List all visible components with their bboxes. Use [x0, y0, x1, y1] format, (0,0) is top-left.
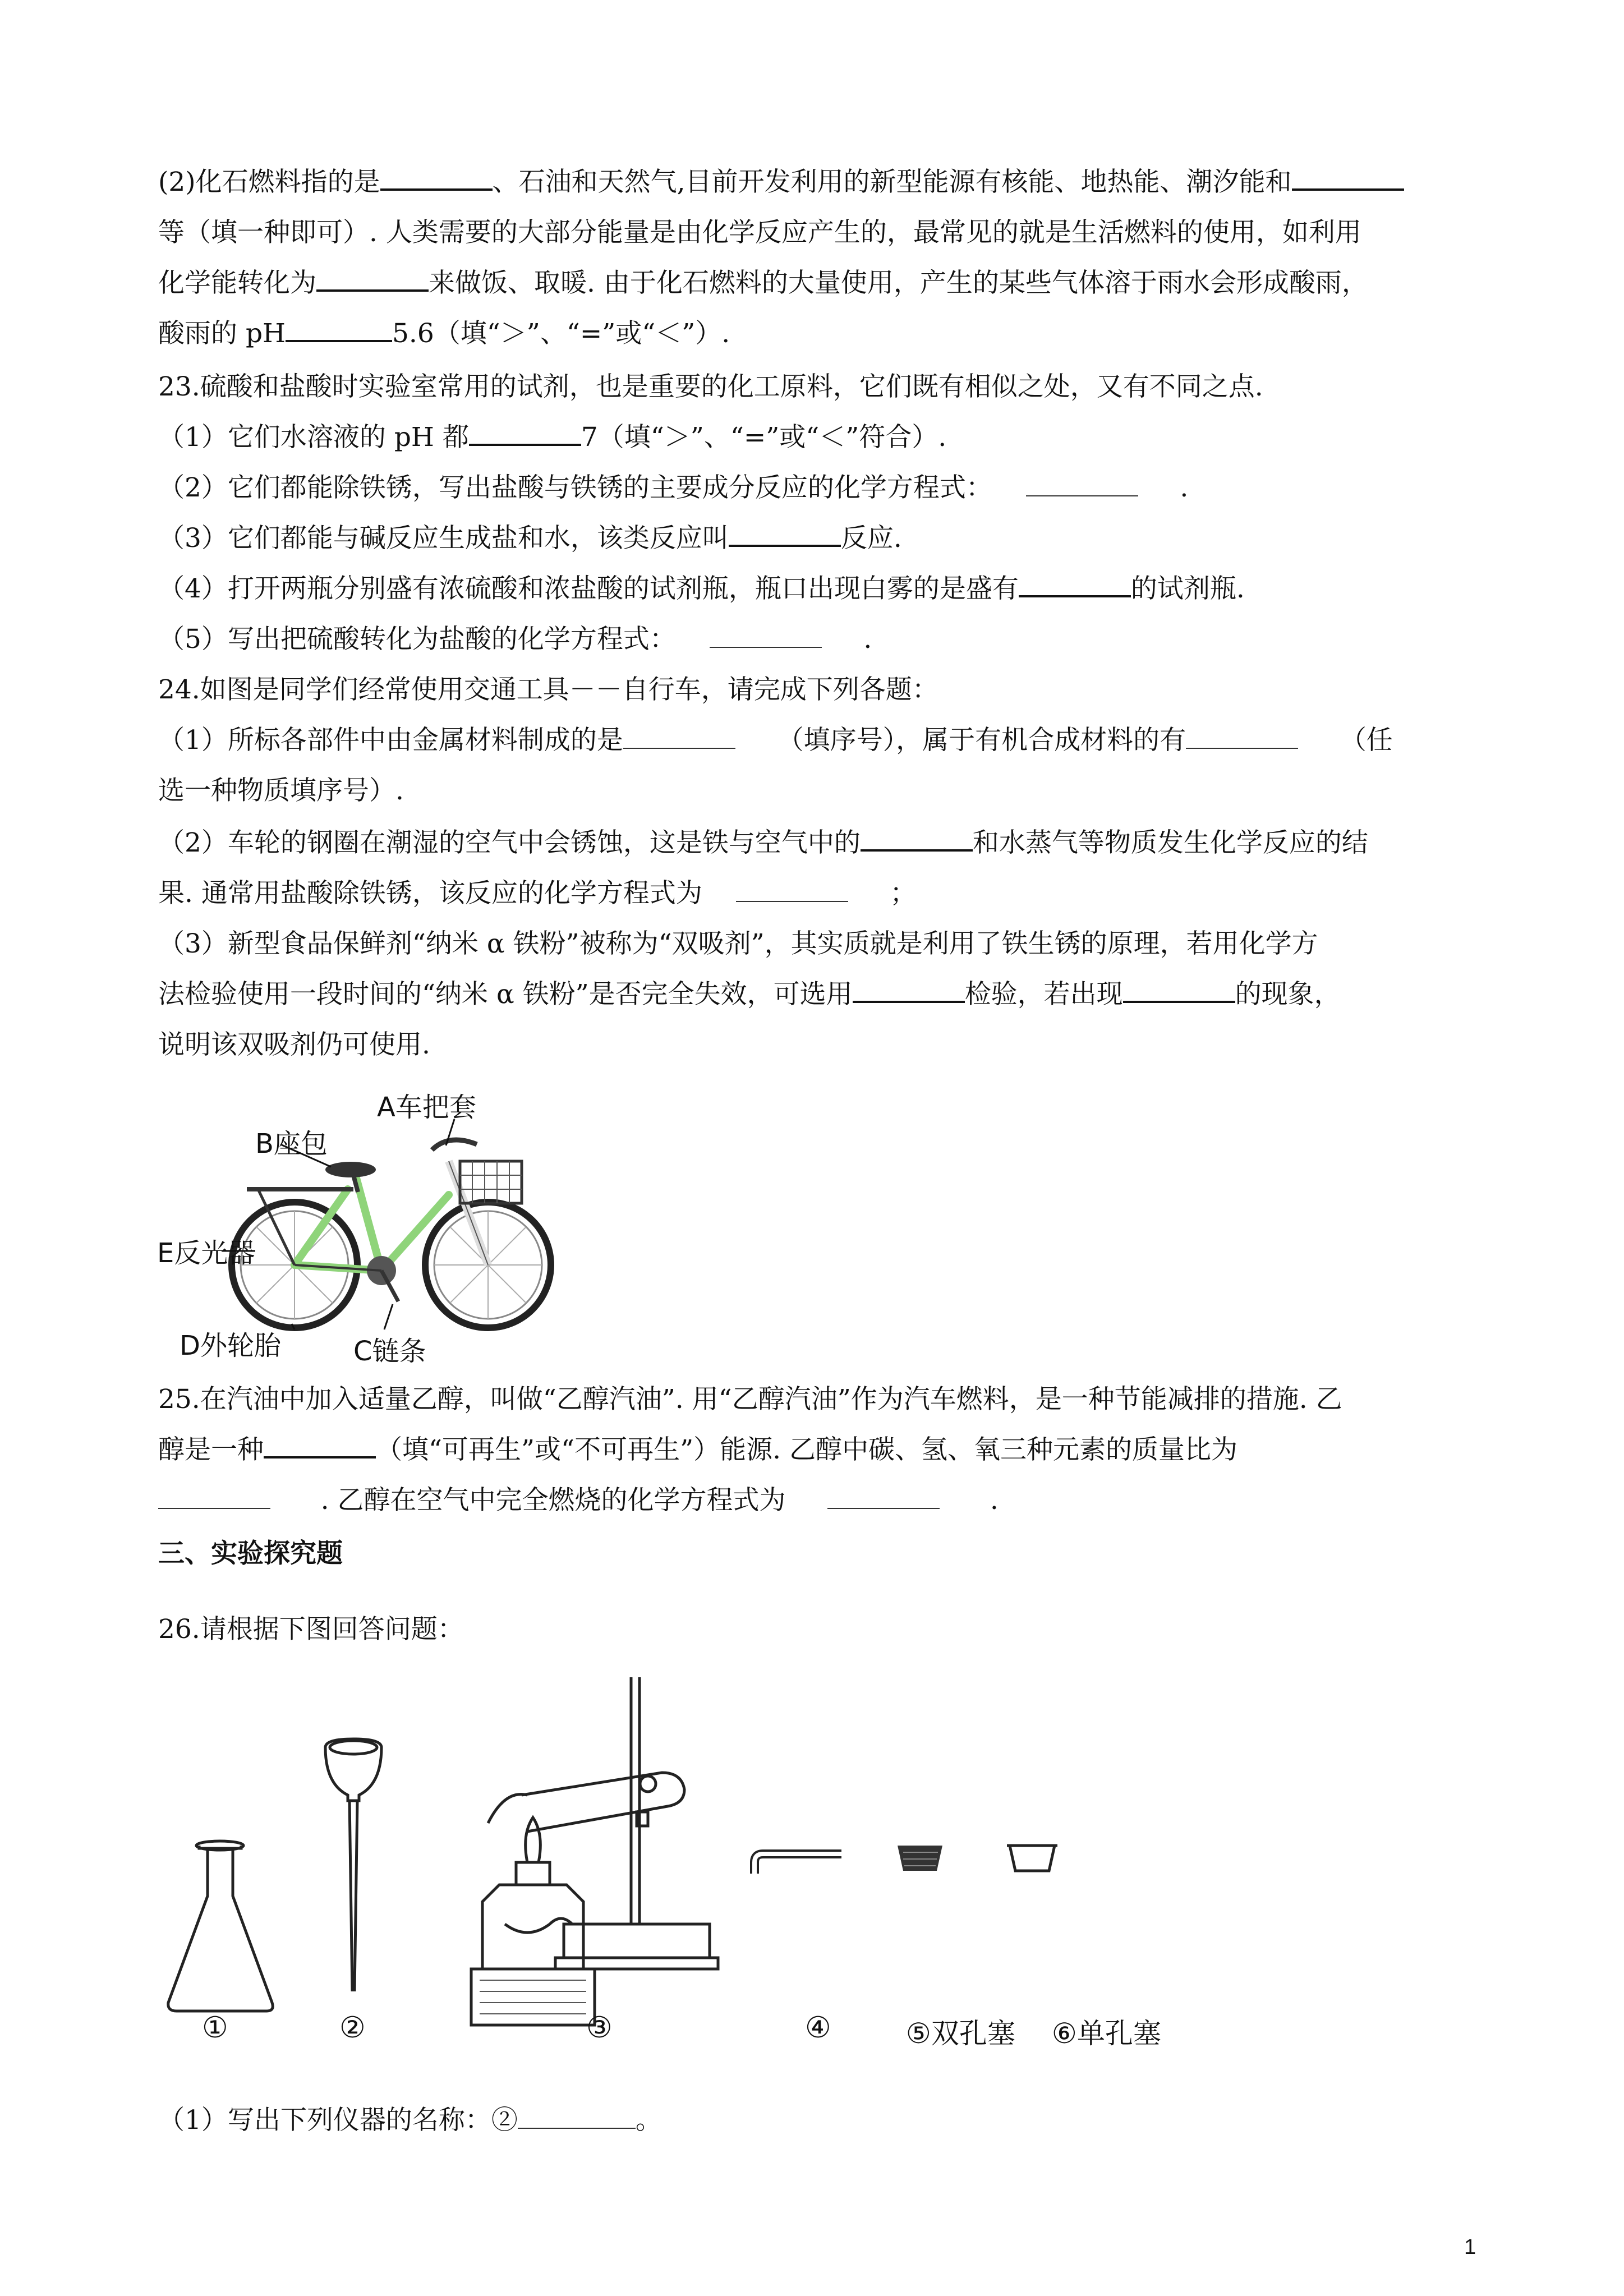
q22-line-3 [158, 264, 1516, 303]
q23-part-2 [158, 468, 1516, 508]
q25-text: 25.在汽油中加入适量乙醇，叫做“乙醇汽油”. 用“乙醇汽油”作为汽车燃料，是一种节能减排的措施. 乙 [158, 1384, 1342, 1415]
q23-part-4 [158, 569, 1516, 609]
answer-blank[interactable] [1019, 570, 1131, 597]
q23-title [158, 367, 1516, 407]
apparatus-label-4: ④ [805, 2011, 831, 2045]
q25-line-2 [158, 1430, 1516, 1470]
q25-text: . 乙醇在空气中完全燃烧的化学方程式为 [320, 1485, 786, 1516]
q25-text: . [990, 1485, 999, 1516]
answer-blank[interactable] [1292, 164, 1404, 191]
q24-text: （任 [1340, 725, 1393, 756]
q23-part-1 [158, 418, 1516, 457]
q23-text: . [1180, 472, 1189, 503]
q23-text: （3）它们都能与碱反应生成盐和水，该类反应叫 [158, 523, 729, 554]
q22-text: 等（填一种即可）. 人类需要的大部分能量是由化学反应产生的，最常见的就是生活燃料的使用，如利用 [158, 217, 1361, 248]
alcohol-lamp-icon [471, 1818, 595, 2025]
q24-part-1-cont [158, 771, 1516, 811]
q22-text: 、石油和天然气,目前开发利用的新型能源有核能、地热能、潮汐能和 [492, 167, 1292, 197]
apparatus-label-2: ② [339, 2011, 366, 2045]
conical-flask-icon [168, 1841, 273, 2011]
bicycle-label-b: B座包 [255, 1128, 328, 1159]
answer-blank[interactable] [264, 1432, 376, 1458]
q24-text: 选一种物质填序号）. [158, 775, 404, 806]
question-title: 23.硫酸和盐酸时实验室常用的试剂，也是重要的化工原料，它们既有相似之处，又有不同之点. [158, 371, 1263, 402]
apparatus-icon [157, 1677, 1195, 2070]
glass-tube-icon [755, 1854, 841, 1874]
q24-text: （2）车轮的钢圈在潮湿的空气中会锈蚀，这是铁与空气中的 [158, 827, 861, 858]
q25-line-3 [158, 1481, 1516, 1520]
q24-text: 法检验使用一段时间的“纳米 α 铁粉”是否完全失效，可选用 [158, 979, 853, 1010]
q23-text: . [863, 624, 872, 655]
q22-text: 化学能转化为 [158, 268, 316, 298]
apparatus-figure [157, 1677, 1195, 2070]
bicycle-label-a: A车把套 [377, 1092, 476, 1123]
page-number: 1 [1464, 2235, 1476, 2259]
apparatus-label-6: ⑥单孔塞 [1052, 2017, 1161, 2050]
q23-text: （4）打开两瓶分别盛有浓硫酸和浓盐酸的试剂瓶，瓶口出现白雾的是盛有 [158, 573, 1019, 604]
section-heading [158, 1534, 1516, 1573]
q24-part-3 [158, 924, 1516, 964]
q26-text: 。 [635, 2105, 662, 2136]
q24-part-2 [158, 823, 1516, 863]
q24-text: 的现象， [1235, 979, 1341, 1010]
bicycle-label-c: C链条 [353, 1336, 426, 1367]
single-hole-stopper-icon [1007, 1846, 1057, 1871]
double-hole-stopper-icon [898, 1846, 942, 1871]
q26-text: （1）写出下列仪器的名称：② [158, 2105, 518, 2136]
bicycle-icon [163, 1083, 567, 1363]
answer-blank[interactable] [729, 520, 841, 547]
q23-text: （1）它们水溶液的 pH 都 [158, 422, 469, 453]
q24-title [158, 670, 1516, 710]
answer-blank[interactable] [736, 876, 848, 902]
apparatus-label-5: ⑤双孔塞 [906, 2017, 1015, 2050]
question-title: 24.如图是同学们经常使用交通工具－－自行车，请完成下列各题： [158, 674, 938, 705]
q24-text: 果. 通常用盐酸除铁锈，该反应的化学方程式为 [158, 878, 702, 909]
test-tube-icon [488, 1773, 684, 1832]
q24-part-3-end [158, 1025, 1516, 1065]
q24-text: 说明该双吸剂仍可使用. [158, 1029, 430, 1060]
q25-text: 醇是一种 [158, 1434, 264, 1465]
q22-text: 酸雨的 pH [158, 318, 286, 349]
q23-text: 的试剂瓶. [1130, 573, 1245, 604]
answer-blank[interactable] [518, 2103, 636, 2129]
q24-text: 和水蒸气等物质发生化学反应的结 [972, 827, 1368, 858]
wood-block-icon [480, 1980, 586, 2014]
answer-blank[interactable] [286, 315, 392, 342]
q24-part-2-cont [158, 874, 1516, 913]
q24-text: （3）新型食品保鲜剂“纳米 α 铁粉”被称为“双吸剂”，其实质就是利用了铁生锈的原理，若用化学方 [158, 928, 1318, 959]
q25-line-1 [158, 1380, 1516, 1419]
question-title: 26.请根据下图回答问题： [158, 1614, 464, 1645]
q22-line-4 [158, 314, 1516, 353]
q23-part-3 [158, 519, 1516, 558]
answer-blank[interactable] [316, 265, 429, 292]
answer-blank[interactable] [710, 622, 822, 648]
q24-text: （1）所标各部件中由金属材料制成的是 [158, 725, 623, 756]
q26-title [158, 1610, 1516, 1649]
bicycle-label-e: E反光器 [157, 1237, 255, 1269]
q26-part-1 [158, 2101, 1516, 2140]
apparatus-label-1: ① [202, 2011, 228, 2045]
funnel-icon [325, 1739, 381, 1991]
q22-text: (2)化石燃料指的是 [158, 167, 380, 197]
answer-blank[interactable] [853, 976, 965, 1003]
q23-text: （5）写出把硫酸转化为盐酸的化学方程式： [158, 624, 676, 655]
bicycle-figure [157, 1083, 567, 1367]
q24-part-1 [158, 721, 1516, 760]
answer-blank[interactable] [158, 1483, 270, 1509]
q24-text: ； [890, 878, 917, 909]
q24-part-3-cont [158, 975, 1516, 1014]
q22-line-1 [158, 163, 1516, 202]
answer-blank[interactable] [623, 723, 735, 749]
q22-text: 5.6（填“＞”、“=”或“＜”）. [392, 318, 730, 349]
q23-text: （2）它们都能除铁锈，写出盐酸与铁锈的主要成分反应的化学方程式： [158, 472, 992, 503]
answer-blank[interactable] [380, 164, 493, 191]
answer-blank[interactable] [469, 419, 581, 446]
q22-text: 来做饭、取暖. 由于化石燃料的大量使用，产生的某些气体溶于雨水会形成酸雨， [429, 268, 1368, 298]
q23-part-5 [158, 620, 1516, 659]
q24-text: （填序号），属于有机合成材料的有 [777, 725, 1186, 756]
section-title: 三、实验探究题 [158, 1538, 343, 1569]
answer-blank[interactable] [1186, 723, 1298, 749]
q23-text: 7（填“＞”、“=”或“＜”符合）. [581, 422, 947, 453]
q23-text: 反应. [840, 523, 902, 554]
q25-text: （填“可再生”或“不可再生”）能源. 乙醇中碳、氢、氧三种元素的质量比为 [376, 1434, 1237, 1465]
q24-text: 检验，若出现 [964, 979, 1123, 1010]
answer-blank[interactable] [827, 1483, 940, 1509]
apparatus-label-3: ③ [586, 2011, 613, 2045]
answer-blank[interactable] [861, 825, 973, 852]
answer-blank[interactable] [1026, 471, 1138, 496]
answer-blank[interactable] [1123, 976, 1235, 1003]
bicycle-label-d: D外轮胎 [180, 1330, 281, 1361]
q22-line-2 [158, 213, 1516, 252]
